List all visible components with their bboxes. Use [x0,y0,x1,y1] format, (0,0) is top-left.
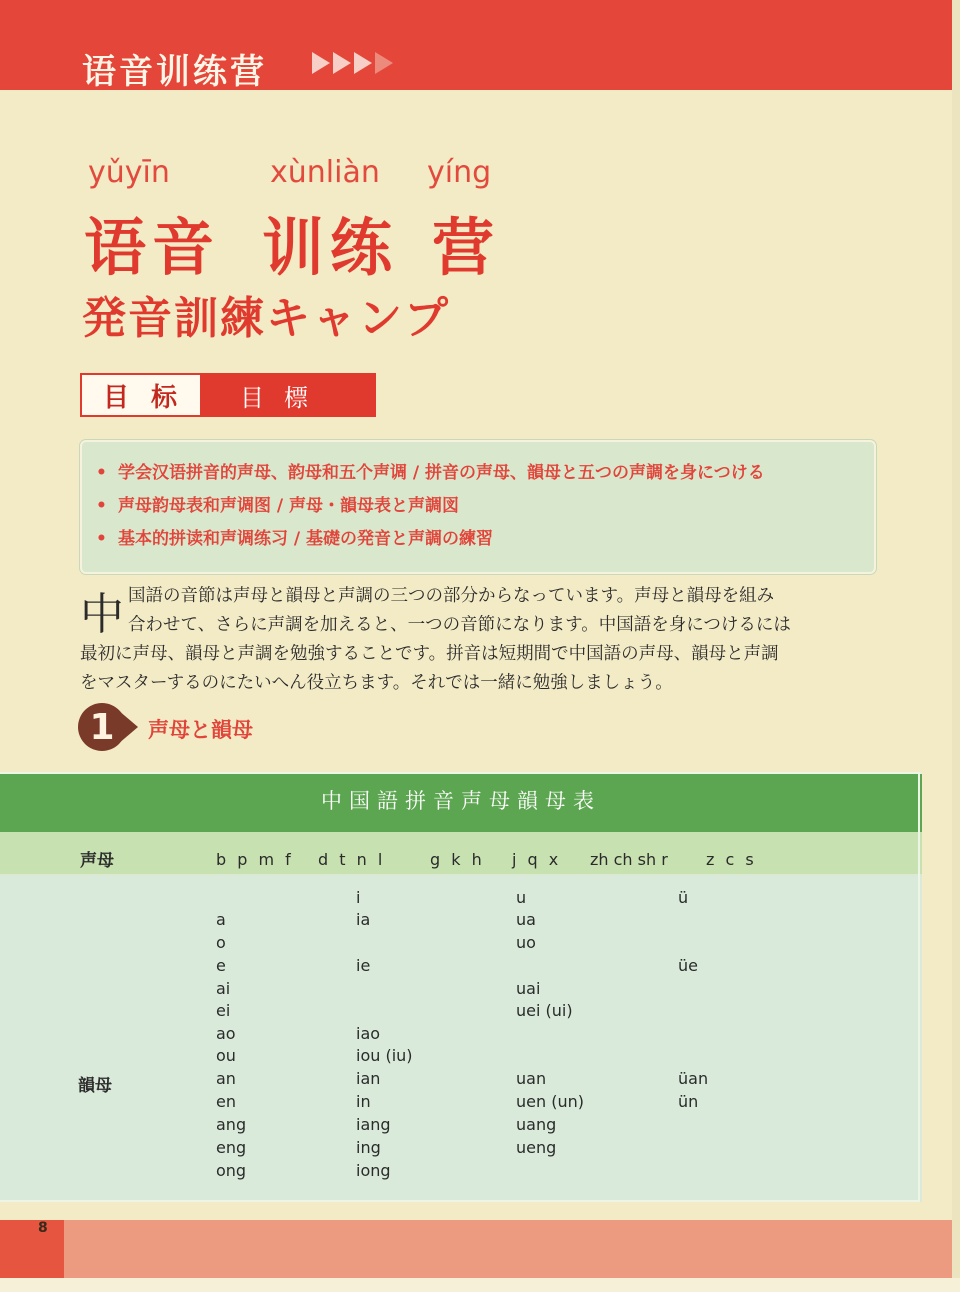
final-cell: uei (ui) [516,1001,573,1020]
final-cell: ang [216,1115,247,1134]
final-cell: i [356,888,361,907]
title-cn-xunlian: 训练 [262,211,399,284]
final-cell: an [216,1069,236,1088]
final-cell: en [216,1092,236,1111]
final-cell: ai [216,979,231,998]
bullet-icon: • [96,529,107,549]
objective-text: 基本的拼读和声调练习 / 基礎の発音と声調の練習 [118,529,494,549]
final-cell: iang [356,1115,391,1134]
final-cell: u [516,888,527,907]
bullet-icon: • [96,496,107,516]
pinyin-ying: yíng [427,155,492,190]
final-cell: e [216,956,226,975]
intro-line: 合わせて、さらに声調を加えると、一つの音節になります。中国語を身につけるには [128,615,791,635]
objective-text: 学会汉语拼音的声母、韵母和五个声调 / 拼音の声母、韻母と五つの声調を身につける [118,463,765,483]
initials-group: z c s [706,850,757,869]
initials-group: zh ch sh r [590,850,668,869]
title-cn-yuyin: 语音 [84,211,221,284]
arrow-icon [312,52,330,74]
title-cn-ying: 营 [432,211,501,284]
arrow-icon [333,52,351,74]
final-cell: üan [678,1069,709,1088]
final-cell: ing [356,1138,381,1157]
final-cell: ün [678,1092,699,1111]
initials-group: j q x [512,850,562,869]
final-cell: ao [216,1024,236,1043]
final-cell: in [356,1092,371,1111]
final-cell: ei [216,1001,231,1020]
section-title: 声母と韻母 [148,718,253,742]
goal-jp: 目標 [240,383,328,412]
initials-label: 声母 [80,851,114,871]
initials-group: g k h [430,850,485,869]
final-cell: ong [216,1161,247,1180]
final-cell: üe [678,956,698,975]
final-cell: ua [516,910,536,929]
pinyin-xunlian: xùnliàn [270,155,380,190]
objective-item [96,491,459,516]
intro-line: をマスターするのにたいへん役立ちます。それでは一緒に勉強しましょう。 [80,673,673,693]
final-cell: uai [516,979,541,998]
objective-item [96,458,765,483]
final-cell: uen (un) [516,1092,584,1111]
final-cell: iou (iu) [356,1046,413,1065]
header-arrows-icon [312,52,393,74]
footer-tab [0,1220,64,1278]
final-cell: ian [356,1069,381,1088]
intro-line: 国語の音節は声母と韻母と声調の三つの部分からなっています。声母と韻母を組み [128,586,775,606]
bullet-icon: • [96,463,107,483]
arrow-icon [375,52,393,74]
objective-text: 声母韵母表和声调图 / 声母・韻母表と声調図 [118,496,460,516]
final-cell: uo [516,933,536,952]
intro-dropcap: 中 [80,589,124,640]
arrow-icon [354,52,372,74]
table-title: 中国語拼音声母韻母表 [321,789,601,813]
initials-group: b p m f [216,850,294,869]
finals-body [0,876,922,1202]
page-edge [952,0,960,1292]
header-title: 语音训练营 [82,52,267,92]
finals-label: 韻母 [78,1076,112,1096]
objective-item [96,524,493,549]
pinyin-yuyin: yǔyīn [88,155,170,190]
goal-box [80,373,376,417]
page-bottom-edge [0,1278,960,1292]
page-number: 8 [38,1220,48,1236]
final-cell: ie [356,956,371,975]
final-cell: a [216,910,226,929]
section-number-badge: 1 [78,703,126,751]
final-cell: o [216,933,226,952]
final-cell: eng [216,1138,247,1157]
final-cell: ü [678,888,689,907]
title-jp: 発音訓練キャンプ [82,293,450,344]
final-cell: ueng [516,1138,557,1157]
final-cell: ia [356,910,371,929]
final-cell: ou [216,1046,236,1065]
final-cell: iong [356,1161,391,1180]
final-cell: uang [516,1115,557,1134]
final-cell: uan [516,1069,547,1088]
intro-line: 最初に声母、韻母と声調を勉強することです。拼音は短期間で中国語の声母、韻母と声調 [80,644,779,664]
objectives-panel [80,440,876,574]
initials-group: d t n l [318,850,386,869]
final-cell: iao [356,1024,381,1043]
footer-band [0,1220,952,1278]
goal-cn: 目标 [82,375,200,415]
